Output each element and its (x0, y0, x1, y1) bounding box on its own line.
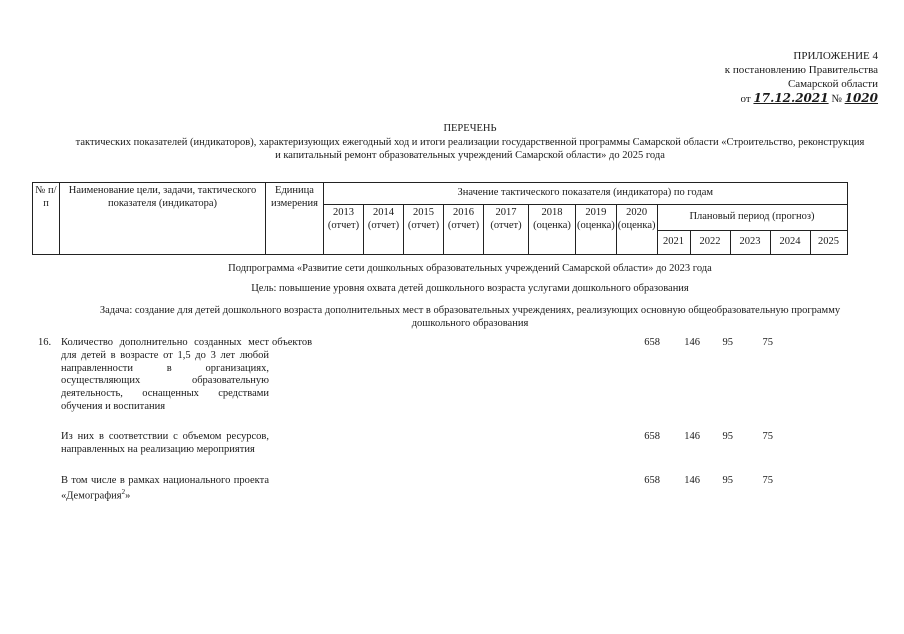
row-number: 16. (38, 337, 52, 348)
appendix-region: Самарской области (787, 77, 878, 90)
year-note: (отчет) (367, 219, 400, 231)
footnote-marker: 2 (121, 487, 126, 496)
header-planned-year: 2023 (730, 231, 770, 255)
year-label: 2018 (541, 207, 563, 218)
row-value-2021: 146 (684, 475, 700, 486)
header-year-2020 (616, 205, 657, 255)
goal-text: Цель: повышение уровня охвата детей дошкольного возраста услугами дошкольного образования (251, 283, 689, 294)
row-value-2020: 658 (644, 475, 660, 486)
header-planned-period: Плановый период (прогноз) (657, 205, 847, 231)
row-indicator-name: Из них в соответствии с объемом ресурсов, направленных на реализацию мероприятия (61, 431, 269, 455)
subprogram-title: Подпрограмма «Развитие сети дошкольных образовательных учреждений Самарской области» до 2023 года (228, 263, 712, 274)
document-title-block (30, 122, 904, 163)
document-title-line-1: тактических показателей (индикаторов), характеризующих ежегодный ход и итоги реализации государственной программы Самарской области «Строительство, реконструкция (75, 136, 865, 148)
document-heading: ПЕРЕЧЕНЬ (443, 123, 497, 134)
date-prefix: от (740, 93, 751, 106)
header-year-2017 (484, 205, 529, 255)
header-num: № п/п (33, 183, 60, 255)
row-name-main: В том числе в рамках национального проекта «Демография (61, 475, 269, 502)
year-label: 2016 (453, 207, 474, 218)
year-note: (отчет) (447, 219, 480, 231)
header-year-2018 (529, 205, 576, 255)
year-note: (отчет) (490, 219, 522, 231)
row-name-tail: » (125, 490, 131, 502)
year-note: (оценка) (577, 219, 615, 231)
appendix-subtitle: к постановлению Правительства (724, 63, 878, 76)
row-indicator-name: Количество дополнительно созданных мест для детей в возрасте от 1,5 до 3 лет любой направленности в организациях, осуществляющих образовательную деятельность, оснащенных средствами обучения и воспитания (61, 337, 269, 412)
header-unit: Единица измерения (266, 183, 324, 255)
header-year-2013 (324, 205, 364, 255)
year-note: (оценка) (617, 219, 656, 231)
row-value-2023: 75 (762, 475, 773, 486)
header-year-2015 (404, 205, 444, 255)
row-value-2022: 95 (722, 475, 733, 486)
header-name: Наименование цели, задачи, тактического показателя (индикатора) (60, 183, 266, 255)
year-note: (оценка) (533, 219, 571, 231)
header-year-2016 (444, 205, 484, 255)
row-unit: объектов (272, 337, 313, 348)
document-title-line-2: и капитальный ремонт образовательных учреждений Самарской области» до 2025 года (275, 150, 665, 162)
header-year-2014 (364, 205, 404, 255)
task-line-2: дошкольного образования (411, 317, 529, 329)
appendix-title: ПРИЛОЖЕНИЕ 4 (793, 50, 878, 62)
header-planned-year: 2022 (690, 231, 730, 255)
header-planned-year: 2024 (770, 231, 810, 255)
row-indicator-name (61, 475, 269, 503)
year-note: (отчет) (327, 219, 360, 231)
row-value-2021: 146 (684, 337, 700, 348)
header-planned-year: 2025 (810, 231, 847, 255)
year-label: 2020 (626, 207, 648, 218)
row-value-2020: 658 (644, 337, 660, 348)
year-label: 2013 (333, 207, 354, 218)
row-value-2023: 75 (762, 431, 773, 442)
handwritten-date: 17.12.2021 (753, 91, 829, 106)
indicators-table-header (32, 182, 848, 255)
appendix-date-line (725, 91, 878, 107)
row-value-2022: 95 (722, 337, 733, 348)
row-value-2023: 75 (762, 337, 773, 348)
year-label: 2015 (413, 207, 434, 218)
header-values: Значение тактического показателя (индикатора) по годам (324, 183, 848, 205)
year-note: (отчет) (407, 219, 440, 231)
appendix-block (725, 50, 878, 107)
year-label: 2019 (585, 207, 607, 218)
year-label: 2017 (495, 207, 517, 218)
header-planned-year: 2021 (657, 231, 690, 255)
task-line-1: Задача: создание для детей дошкольного возраста дополнительных мест в образовательных учреждениях, реализующих основную общеобразовательную программу (99, 305, 841, 316)
number-prefix: № (831, 93, 842, 106)
task-text (30, 305, 904, 330)
row-value-2022: 95 (722, 431, 733, 442)
handwritten-number: 1020 (844, 91, 878, 106)
row-value-2021: 146 (684, 431, 700, 442)
row-value-2020: 658 (644, 431, 660, 442)
header-year-2019 (576, 205, 617, 255)
year-label: 2014 (373, 207, 394, 218)
